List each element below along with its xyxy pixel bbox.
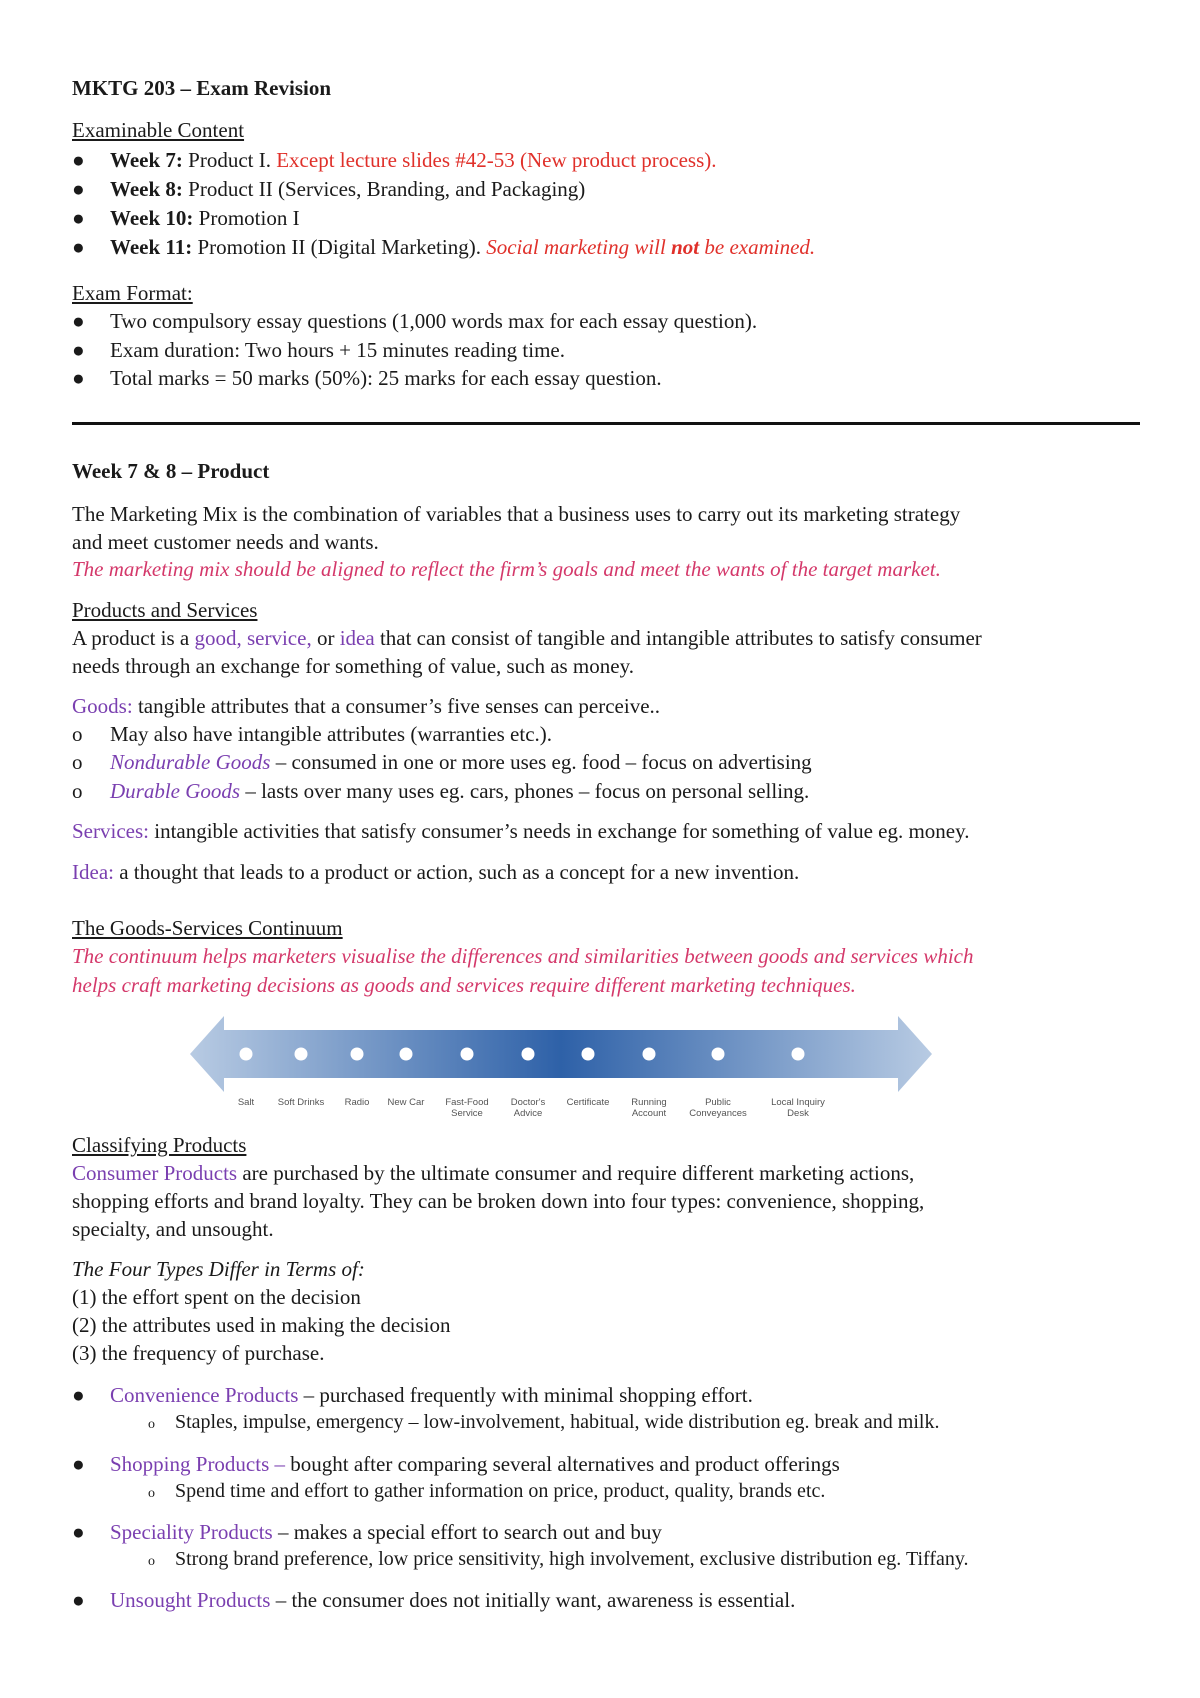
paragraph: and meet customer needs and wants. [72,530,379,554]
circle-bullet-icon: o [72,779,83,803]
continuum-label: Doctor's Advice [510,1097,546,1119]
list-item: o Durable Goods – lasts over many uses eg. cars, phones – focus on personal selling. [72,779,810,803]
paragraph: specialty, and unsought. [72,1217,274,1241]
continuum-label: Fast-Food Service [445,1097,489,1119]
list-item: (3) the frequency of purchase. [72,1341,325,1365]
continuum-point [792,1048,805,1061]
circle-bullet-icon: o [72,722,83,746]
circle-bullet-icon: o [148,1554,155,1569]
list-item: (2) the attributes used in making the decision [72,1313,451,1337]
bullet-icon: ● [72,1383,85,1407]
bullet-icon: ● [72,1452,85,1476]
continuum-point [522,1048,535,1061]
paragraph: shopping efforts and brand loyalty. They can be broken down into four types: convenience, shopping, [72,1189,925,1213]
sub-list-item: o Staples, impulse, emergency – low-involvement, habitual, wide distribution eg. break and milk. [148,1411,940,1433]
continuum-label: Radio [344,1097,370,1108]
continuum-point [582,1048,595,1061]
differ-heading: The Four Types Differ in Terms of: [72,1257,365,1281]
list-item: ● Total marks = 50 marks (50%): 25 marks for each essay question. [72,366,662,390]
list-item: ● Exam duration: Two hours + 15 minutes reading time. [72,338,565,362]
continuum-point [240,1048,253,1061]
bullet-icon: ● [72,206,85,230]
bullet-icon: ● [72,366,85,390]
continuum-label: Salt [237,1097,255,1108]
page-title: MKTG 203 – Exam Revision [72,76,332,100]
section-heading: Week 7 & 8 – Product [72,459,270,483]
continuum-point [351,1048,364,1061]
list-item: ● Unsought Products – the consumer does not initially want, awareness is essential. [72,1588,796,1612]
sub-list-item: o Strong brand preference, low price sensitivity, high involvement, exclusive distribution eg. Tiffany. [148,1548,969,1570]
bullet-icon: ● [72,1588,85,1612]
note: helps craft marketing decisions as goods and services require different marketing techniques. [72,973,856,997]
definition: Idea: a thought that leads to a product or action, such as a concept for a new invention. [72,860,800,884]
circle-bullet-icon: o [72,750,83,774]
definition: Goods: tangible attributes that a consumer’s five senses can perceive.. [72,694,661,718]
circle-bullet-icon: o [148,1486,155,1501]
continuum-point [295,1048,308,1061]
list-item: ● Week 11: Promotion II (Digital Marketing). Social marketing will not be examined. [72,235,816,259]
paragraph: needs through an exchange for something of value, such as money. [72,654,634,678]
section-divider [72,422,1140,425]
goods-services-continuum-diagram [190,1012,932,1124]
list-item: ● Speciality Products – makes a special effort to search out and buy [72,1520,662,1544]
circle-bullet-icon: o [148,1417,155,1432]
paragraph: A product is a good, service, or idea that can consist of tangible and intangible attributes to satisfy consumer [72,626,982,650]
bullet-icon: ● [72,338,85,362]
list-item: ● Two compulsory essay questions (1,000 words max for each essay question). [72,309,758,333]
list-item: ● Week 8: Product II (Services, Branding, and Packaging) [72,177,586,201]
definition: Services: intangible activities that satisfy consumer’s needs in exchange for something of value eg. money. [72,819,970,843]
format-heading: Exam Format: [72,281,193,305]
continuum-label: Public Conveyances [689,1097,747,1119]
bullet-icon: ● [72,235,85,259]
continuum-point [461,1048,474,1061]
continuum-label: New Car [387,1097,425,1108]
sub-list-item: o Spend time and effort to gather information on price, product, quality, brands etc. [148,1480,826,1502]
bullet-icon: ● [72,148,85,172]
examinable-heading: Examinable Content [72,118,245,142]
list-item: ● Shopping Products – bought after comparing several alternatives and product offerings [72,1452,840,1476]
continuum-point [400,1048,413,1061]
list-item: ● Convenience Products – purchased frequently with minimal shopping effort. [72,1383,753,1407]
list-item: o May also have intangible attributes (warranties etc.). [72,722,553,746]
continuum-point [643,1048,656,1061]
paragraph: Consumer Products are purchased by the ultimate consumer and require different marketing actions, [72,1161,915,1185]
continuum-label: Certificate [566,1097,610,1108]
continuum-point [712,1048,725,1061]
list-item: (1) the effort spent on the decision [72,1285,361,1309]
list-item: ● Week 7: Product I. Except lecture slides #42-53 (New product process). [72,148,717,172]
bullet-icon: ● [72,177,85,201]
subheading: The Goods-Services Continuum [72,916,343,940]
continuum-label: Soft Drinks [277,1097,325,1108]
paragraph: The Marketing Mix is the combination of variables that a business uses to carry out its marketing strategy [72,502,961,526]
list-item: o Nondurable Goods – consumed in one or more uses eg. food – focus on advertising [72,750,812,774]
continuum-label: Running Account [631,1097,667,1119]
subheading: Classifying Products [72,1133,247,1157]
bullet-icon: ● [72,309,85,333]
subheading: Products and Services [72,598,258,622]
bullet-icon: ● [72,1520,85,1544]
note: The continuum helps marketers visualise the differences and similarities between goods and services which [72,944,974,968]
note: The marketing mix should be aligned to reflect the firm’s goals and meet the wants of the target market. [72,557,941,581]
list-item: ● Week 10: Promotion I [72,206,300,230]
continuum-label: Local Inquiry Desk [771,1097,825,1119]
